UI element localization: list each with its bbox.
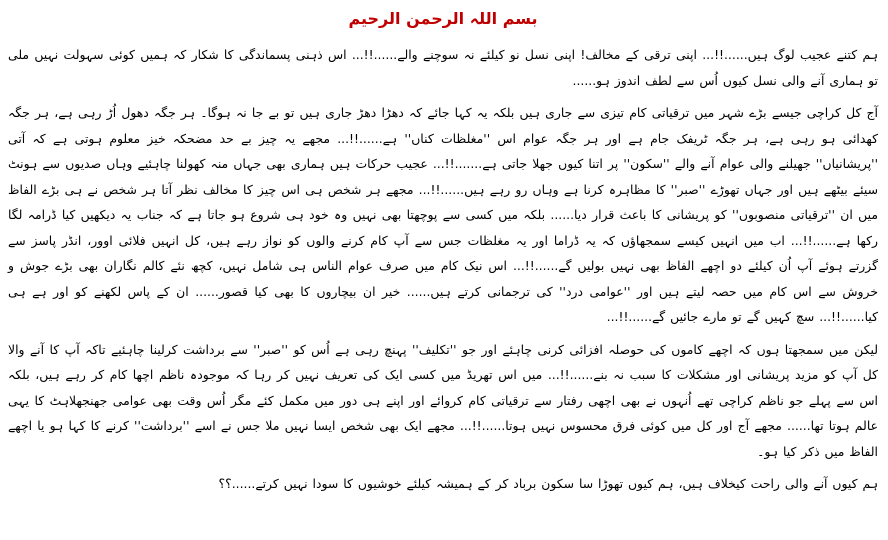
paragraph-intro: ہم کتنے عجیب لوگ ہیں......!!... اپنی ترقی کے مخالف! اپنی نسل نو کیلئے نہ سوچنے والے......!!... اس ذہنی پسماندگی کا شکار کہ ہمیں کوئی سہولت نہیں ملی تو ہماری آنے والی نسل کیوں اُس سے لطف اندوز ہو...... bbox=[8, 47, 878, 88]
paragraph-closing-question: ہم کیوں آنے والی راحت کیخلاف ہیں، ہم کیوں تھوڑا سا سکون برباد کر کے ہمیشہ کیلئے خوشیوں کا سودا نہیں کرتے......؟؟ bbox=[218, 476, 878, 491]
paragraph-development-works: آج کل کراچی جیسے بڑے شہر میں ترقیاتی کام تیزی سے جاری ہیں بلکہ یہ کہا جائے کہ دھڑا دھڑ جاری ہیں تو بے جا نہ ہوگا۔ ہر جگہ دھول اُڑ رہی ہے، ہر جگہ کھدائی ہو رہی ہے، ہر جگہ ٹریفک جام ہے اور ہر جگہ عوام اس ''مغلظات کناں'' ہے......!!... مجھے یہ چیز بے حد مضحکہ خیز معلوم ہوتی ہے کہ آتی ''پریشانیاں'' جھیلنے والی عوام آنے والے ''سکون'' پر اتنا کیوں جھلا جاتی ہے.......!!... عجیب حرکات ہیں ہماری بھی جہاں منہ کھولنا چاہئیے وہاں صدیوں سے ہونٹ سیئے بیٹھے ہیں اور جہاں تھوڑے ''صبر'' کا مظاہرہ کرنا ہے وہاں رو رہے ہیں......!!... مجھے ہر شخص ہی اس چیز کا مخالف نظر آتا ہر شخص نے ہی بڑے الفاظ میں ان ''ترقیاتی منصوبوں'' کو پریشانی کا باعث قرار دیا...... بلکہ میں کسی سے پوچھتا بھی نہیں وہ خود ہی شروع ہو جاتا ہے کہ جناب یہ دیکھیں کیا ڈرامہ لگا رکھا ہے......!!... اب میں انہیں کیسے سمجھاؤں کہ یہ ڈراما اور یہ مغلظات جس سے آپ کام کرنے والوں کو نواز رہے ہیں، کل انہیں فلائی اوور، انڈر پاسز سے گزرتے ہوئے آپ اُن کیلئے دو اچھے الفاظ بھی نہیں بولیں گے......!!... اس نیک کام میں صرف عوام الناس ہی شامل نہیں، کچھ نئے کالم نگاران بھی بڑے جوش و خروش سے اس کام میں حصہ لیتے ہیں اور ''عوامی درد'' کی ترجمانی کرتے ہیں...... خیر ان بیچاروں کا بھی کیا قصور...... ان کے پاس لکھنے کو اور ہے ہی کیا......!!... سچ کہیں گے تو مارے جائیں گے......!!... bbox=[8, 105, 878, 324]
paragraph-patience: لیکن میں سمجھتا ہوں کہ اچھے کاموں کی حوصلہ افزائی کرنی چاہئے اور جو ''تکلیف'' پہنچ رہی ہے اُس کو ''صبر'' سے برداشت کرلینا چاہئیے تاکہ آپ کا آنے والا کل آپ کو مزید پریشانی اور مشکلات کا سبب نہ بنے......!!... میں اس تھریڈ میں کسی ایک کی تعریف نہیں کر رہا کہ موجودہ ناظم اچھا کام کر رہے ہیں، بلکہ اس سے پہلے جو ناظم کراچی تھے اُنہوں نے بھی اچھی رفتار سے ترقیاتی کام کروائے اور اپنے ہی دور میں مکمل کئے مگر اُس وقت بھی عوامی جھنجھلاہٹ کا یہی عالم ہوتا تھا...... مجھے آج اور کل میں کوئی فرق محسوس نہیں ہوتا......!!... مجھے ایک بھی شخص ایسا نہیں ملا جس نے اسے ''برداشت'' کرنے کا کہا ہو یا اچھے الفاظ میں ذکر کیا ہو۔ bbox=[8, 341, 878, 459]
page-title: بسم اللہ الرحمن الرحیم bbox=[348, 9, 538, 28]
